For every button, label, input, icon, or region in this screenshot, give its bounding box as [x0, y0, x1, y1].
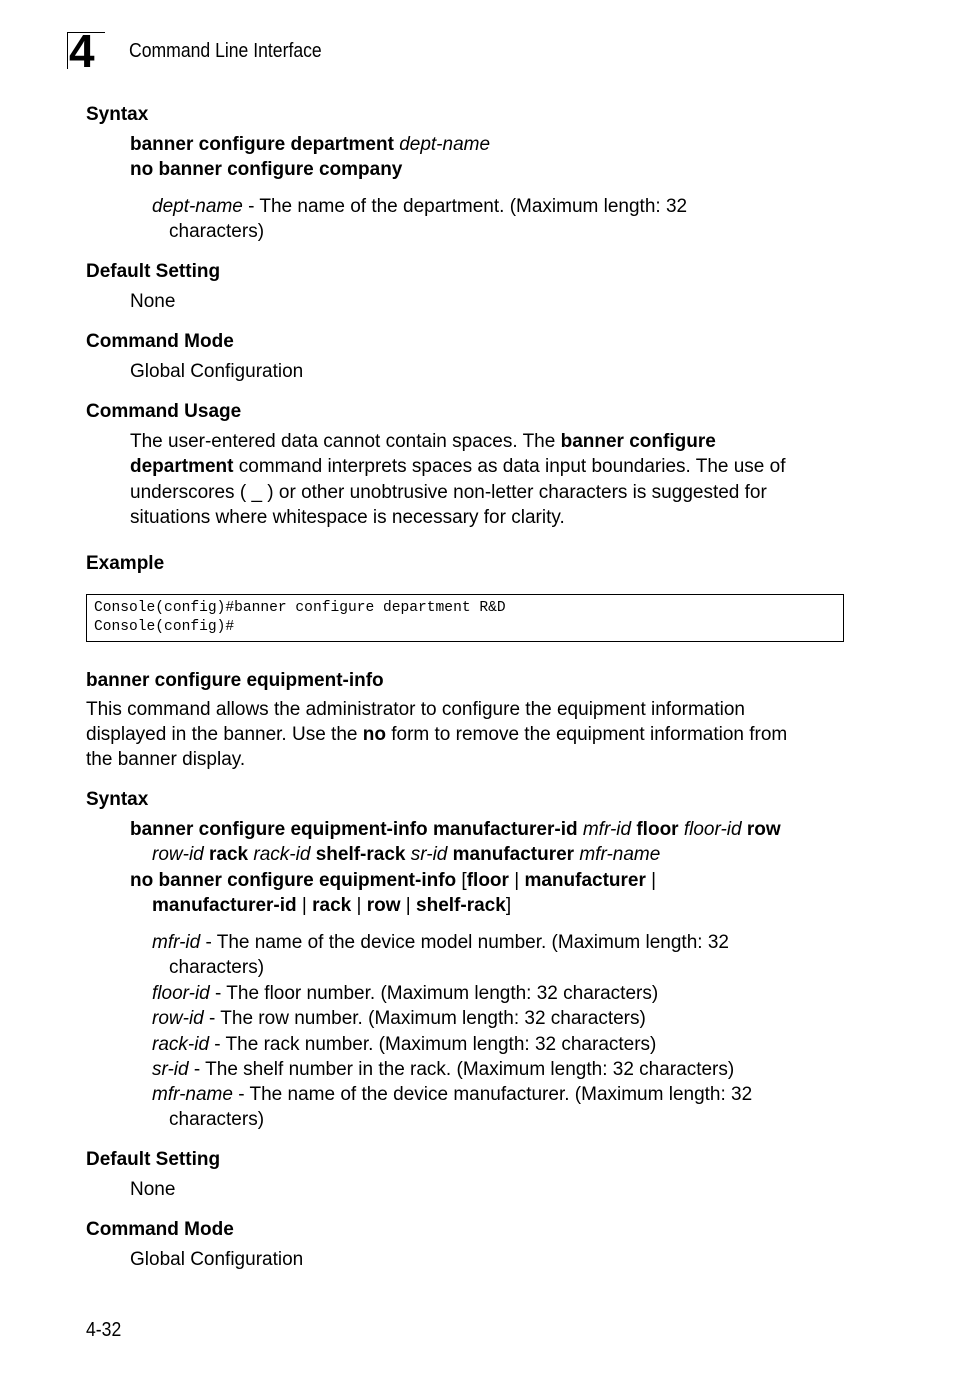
- syntax-option: floor: [466, 870, 509, 891]
- intro-line: This command allows the administrator to configure the equipment information: [86, 699, 745, 720]
- usage-keyword: department: [130, 456, 234, 477]
- example-heading: Example: [86, 553, 165, 574]
- parameter-description: - The name of the department. (Maximum length: 32: [242, 196, 688, 217]
- code-line: Console(config)#banner configure department R&D: [94, 600, 506, 616]
- syntax-argument: mfr-name: [579, 844, 661, 865]
- parameter-continuation: characters): [169, 221, 265, 242]
- syntax-argument: mfr-id: [582, 819, 632, 840]
- intro-line: the banner display.: [86, 749, 246, 770]
- syntax-keyword: shelf-rack: [315, 844, 406, 865]
- usage-line: [130, 454, 786, 480]
- code-example-box: [86, 594, 844, 642]
- intro-keyword: no: [362, 724, 386, 745]
- parameter-description: - The name of the device manufacturer. (Maximum length: 32: [232, 1084, 753, 1105]
- syntax-keyword: manufacturer: [452, 844, 575, 865]
- default-setting-value: None: [130, 1179, 176, 1200]
- syntax-keyword: row: [746, 819, 781, 840]
- intro-text: form to remove the equipment information from: [385, 724, 788, 745]
- usage-line: situations where whitespace is necessary for clarity.: [130, 507, 565, 528]
- parameter-line: [152, 930, 729, 956]
- syntax-option: row: [366, 895, 401, 916]
- parameter-name: mfr-name: [152, 1084, 233, 1105]
- code-line: Console(config)#: [94, 619, 235, 635]
- intro-text: displayed in the banner. Use the: [86, 724, 363, 745]
- syntax-keyword: no banner configure equipment-info: [130, 870, 457, 891]
- parameter-line: [152, 1057, 734, 1083]
- syntax-line: [152, 842, 660, 868]
- syntax-keyword: banner configure department: [130, 134, 394, 155]
- parameter-description: - The rack number. (Maximum length: 32 characters): [209, 1034, 657, 1055]
- chapter-number: 4: [69, 25, 94, 77]
- parameter-name: row-id: [152, 1008, 204, 1029]
- syntax-keyword: no banner configure company: [130, 159, 403, 180]
- syntax-argument: rack-id: [253, 844, 311, 865]
- syntax-line: [130, 132, 490, 158]
- usage-text: command interprets spaces as data input boundaries. The use of: [233, 456, 786, 477]
- parameter-name: floor-id: [152, 983, 210, 1004]
- usage-text: The user-entered data cannot contain spaces. The: [130, 431, 561, 452]
- parameter-line: [152, 1082, 752, 1108]
- syntax-line: no banner configure equipment-info [floor | manufacturer |: [130, 870, 657, 891]
- parameter-line: [152, 194, 687, 220]
- usage-keyword: banner configure: [560, 431, 716, 452]
- syntax-heading: Syntax: [86, 104, 149, 125]
- command-mode-value: Global Configuration: [130, 1249, 304, 1270]
- syntax-keyword: banner configure equipment-info manufacturer-id: [130, 819, 578, 840]
- usage-line: [130, 429, 716, 455]
- syntax-option: manufacturer: [524, 870, 646, 891]
- parameter-name: mfr-id: [152, 932, 201, 953]
- syntax-argument: row-id: [152, 844, 204, 865]
- default-setting-heading: Default Setting: [86, 1149, 221, 1170]
- syntax-line: manufacturer-id | rack | row | shelf-rack]: [152, 895, 512, 916]
- syntax-keyword: rack: [209, 844, 249, 865]
- page-number: 4-32: [86, 1319, 122, 1341]
- parameter-line: [152, 1032, 656, 1058]
- parameter-name: rack-id: [152, 1034, 210, 1055]
- parameter-line: [152, 1006, 646, 1032]
- usage-line: underscores ( _ ) or other unobtrusive non-letter characters is suggested for: [130, 482, 767, 503]
- default-setting-heading: Default Setting: [86, 261, 221, 282]
- command-usage-heading: Command Usage: [86, 401, 242, 422]
- default-setting-value: None: [130, 291, 176, 312]
- command-mode-heading: Command Mode: [86, 331, 234, 352]
- syntax-argument: floor-id: [683, 819, 742, 840]
- syntax-line: [130, 157, 402, 183]
- parameter-continuation: characters): [169, 957, 265, 978]
- syntax-line: [130, 817, 781, 843]
- parameter-description: - The floor number. (Maximum length: 32 characters): [209, 983, 659, 1004]
- parameter-continuation: characters): [169, 1109, 265, 1130]
- syntax-option: rack: [312, 895, 352, 916]
- syntax-argument: dept-name: [399, 134, 491, 155]
- syntax-option: shelf-rack: [416, 895, 506, 916]
- command-mode-heading: Command Mode: [86, 1219, 234, 1240]
- syntax-argument: sr-id: [410, 844, 448, 865]
- parameter-name: dept-name: [152, 196, 243, 217]
- syntax-option: manufacturer-id: [152, 895, 297, 916]
- chapter-tab-rule-vertical: [67, 32, 68, 69]
- command-mode-value: Global Configuration: [130, 361, 304, 382]
- parameter-line: [152, 981, 658, 1007]
- parameter-name: sr-id: [152, 1059, 189, 1080]
- command-title: banner configure equipment-info: [86, 670, 384, 691]
- syntax-heading: Syntax: [86, 789, 149, 810]
- running-title: Command Line Interface: [129, 40, 322, 62]
- parameter-description: - The name of the device model number. (Maximum length: 32: [200, 932, 729, 953]
- parameter-description: - The row number. (Maximum length: 32 characters): [203, 1008, 646, 1029]
- intro-line: [86, 722, 787, 748]
- syntax-keyword: floor: [636, 819, 679, 840]
- parameter-description: - The shelf number in the rack. (Maximum length: 32 characters): [188, 1059, 735, 1080]
